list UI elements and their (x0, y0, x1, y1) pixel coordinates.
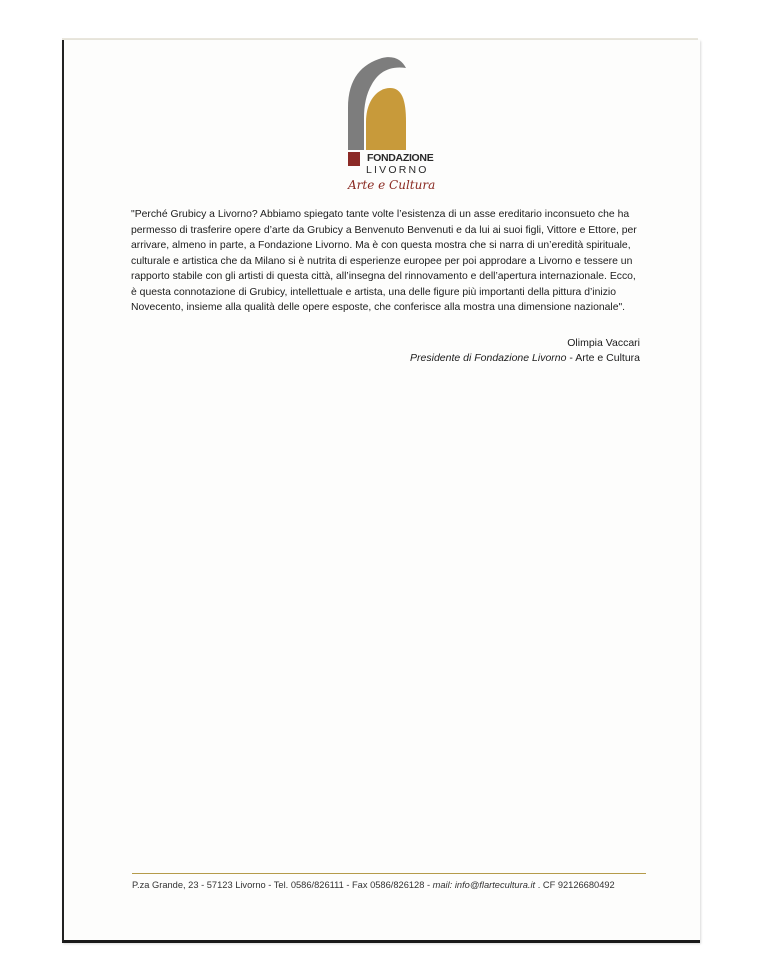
fondazione-logo (282, 56, 422, 166)
signature-role (410, 352, 640, 364)
logo-text-fondazione: FONDAZIONE (367, 152, 434, 164)
footer-divider (132, 873, 646, 874)
footer-contact (132, 880, 652, 890)
footer-mail-value: info@flartecultura.it (452, 880, 536, 890)
footer-mail-label: mail: (432, 880, 453, 890)
signature-role-title: Presidente di Fondazione Livorno (410, 352, 567, 364)
footer-cf: . CF 92126680492 (535, 880, 615, 890)
logo-text-livorno: LIVORNO (366, 164, 429, 176)
arch-logo-icon (282, 56, 422, 166)
signature-name: Olimpia Vaccari (567, 337, 640, 349)
logo-text-arte-cultura: Arte e Cultura (348, 178, 436, 192)
quote-paragraph: "Perché Grubicy a Livorno? Abbiamo spiegato tante volte l’esistenza di un asse ereditario inconsueto che ha permesso di trasferire opere d’arte da Grubicy a Benvenuto Benvenuti e da lui ai suoi figli, Vittore e Ettore, per arrivare, almeno in parte, a Fondazione Livorno. Ma è con questa mostra che si narra di un’eredità spirituale, culturale e artistica che da Milano si è nutrita di esperienze europee per poi approdare a Livorno e tessere un rapporto stabile con gli artisti di questa città, all’insegna del rinnovamento e dell’apertura internazionale. Ecco, è questa connotazione di Grubicy, intellettuale e artista, una delle figure più importanti della pittura d’inizio Novecento, insieme alla qualità delle opere esposte, che conferisce alla mostra una dimensione nazionale". (131, 209, 637, 313)
signature-role-org: - Arte e Cultura (566, 352, 640, 364)
footer-address: P.za Grande, 23 - 57123 Livorno - Tel. 0586/826111 - Fax 0586/826128 - (132, 880, 433, 890)
